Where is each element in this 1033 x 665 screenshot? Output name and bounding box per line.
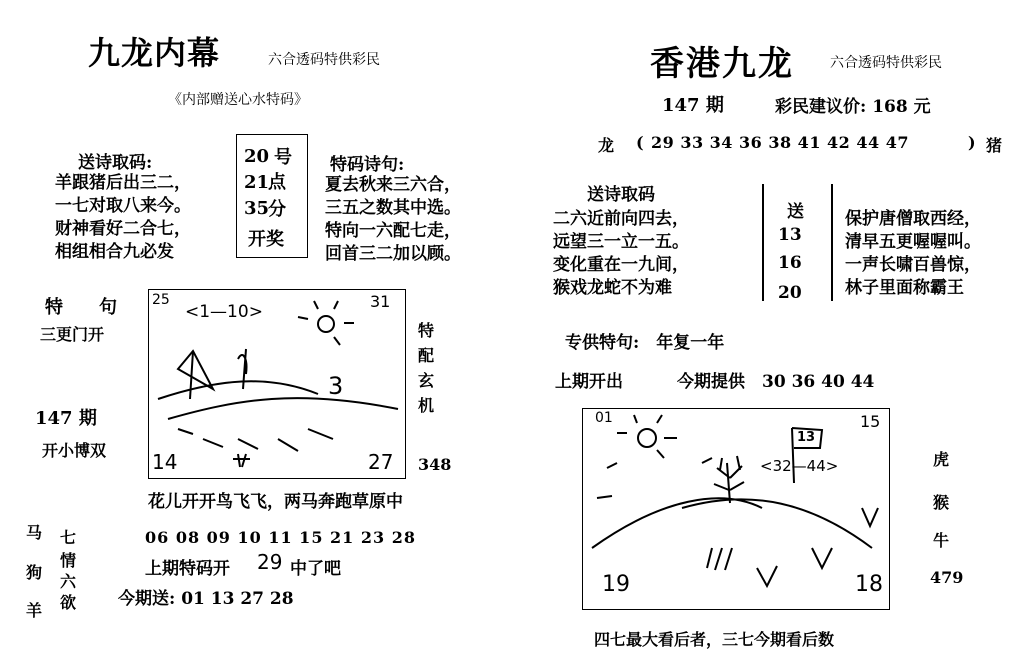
- right-box-num: 16: [778, 253, 802, 273]
- left-pic-corner-tl: 25: [152, 292, 170, 308]
- animal-label: 狗: [26, 563, 43, 582]
- left-pic-range: <1—10>: [185, 302, 263, 322]
- right-footer: 四七最大看后者，三七今期看后数: [594, 630, 835, 649]
- poem-line: 猴戏龙蛇不为难: [553, 278, 672, 298]
- left-pic-corner-br: 27: [368, 450, 394, 474]
- poem-line: 羊跟猪后出三二，: [55, 173, 191, 193]
- right-price: 彩民建议价: 168 元: [775, 97, 931, 117]
- qi-qing-char: 七: [60, 528, 77, 547]
- right-pic-corner-tl: 01: [595, 410, 613, 426]
- draw-time-label: 开奖: [248, 229, 284, 250]
- right-pic-range: <32—44>: [760, 457, 839, 475]
- side-vertical-char: 玄: [418, 371, 435, 390]
- right-side-num: 479: [930, 568, 964, 587]
- side-vertical-char: 机: [418, 396, 435, 415]
- left-note: 《内部赠送心水特码》: [168, 92, 308, 108]
- poem-line: 变化重在一九间，: [553, 255, 689, 275]
- dragon-close: ): [968, 133, 976, 152]
- last-period-prefix: 上期特码开: [145, 559, 230, 579]
- right-box-right-border: [831, 184, 833, 301]
- left-subtitle: 六合透码特供彩民: [268, 52, 380, 68]
- right-box-num: 13: [778, 225, 802, 245]
- right-pic-flag: 13: [797, 430, 816, 445]
- poem-line: 二六近前向四去，: [553, 209, 689, 229]
- side-animal: 牛: [933, 531, 950, 550]
- draw-time-num: 35: [244, 198, 270, 219]
- right-pic-corner-br: 18: [855, 572, 883, 597]
- left-title: 九龙内幕: [88, 34, 221, 72]
- last-open: 上期开出: [555, 372, 623, 392]
- right-poem: [845, 208, 981, 300]
- right-box-num: 20: [778, 283, 802, 303]
- last-period-suffix: 中了吧: [290, 559, 341, 579]
- poem-line: 财神看好二合七，: [55, 219, 191, 239]
- te-ju-text: 三更门开: [40, 325, 105, 344]
- side-vertical-char: 特: [418, 321, 435, 340]
- left-riddle: 花儿开开鸟飞飞，两马奔跑草原中: [148, 492, 403, 512]
- poem-line: 清早五更喔喔叫。: [845, 232, 981, 252]
- left-kai: 开小博双: [42, 441, 107, 460]
- qi-qing-char: 情: [60, 551, 77, 570]
- poem-line: 夏去秋来三六合，: [325, 175, 461, 195]
- poem-line: 远望三一立一五。: [553, 232, 689, 252]
- this-period: 今期送: 01 13 27 28: [118, 589, 294, 609]
- right-send-poem-heading: 送诗取码: [587, 185, 655, 205]
- draw-time-char: 分: [268, 199, 286, 220]
- dragon-open: (: [636, 133, 644, 152]
- poem-line: 相组相合九必发: [55, 242, 174, 262]
- animal-label: 马: [26, 523, 43, 542]
- right-send-poem: [553, 208, 689, 300]
- left-side-num: 348: [418, 455, 452, 474]
- left-pic-digit: 3: [328, 372, 344, 400]
- te-ju-label: 特 句: [45, 297, 117, 318]
- side-vertical-char: 配: [418, 346, 435, 365]
- special-sentence: 专供特句: 年复一年: [565, 333, 725, 353]
- pig-label: 猪: [986, 136, 1003, 155]
- right-pic-corner-bl: 19: [602, 572, 630, 597]
- right-box-left-border: [762, 184, 764, 301]
- left-tema-poem-heading: 特码诗句:: [330, 155, 405, 175]
- right-box-header: 送: [787, 202, 804, 222]
- qi-qing-char: 六: [60, 572, 77, 591]
- right-title: 香港九龙: [650, 44, 794, 84]
- poem-line: 回首三二加以顾。: [325, 244, 461, 264]
- draw-time-char: 号: [274, 147, 292, 168]
- this-provide: 今期提供 30 36 40 44: [677, 372, 875, 392]
- right-issue: 147 期: [662, 95, 724, 116]
- dragon-numbers: 29 33 34 36 38 41 42 44 47: [651, 133, 909, 152]
- left-send-poem-heading: 送诗取码:: [78, 153, 153, 173]
- left-send-poem: [55, 172, 191, 264]
- left-issue: 147 期: [35, 408, 97, 429]
- side-animal: 虎: [933, 450, 950, 469]
- poem-line: 林子里面称霸王: [845, 278, 964, 298]
- poem-line: 三五之数其中选。: [325, 198, 461, 218]
- animal-label: 羊: [26, 601, 43, 620]
- side-animal: 猴: [933, 493, 950, 512]
- left-numbers-row: 06 08 09 10 11 15 21 23 28: [145, 528, 416, 547]
- right-pic-corner-tr: 15: [860, 412, 881, 431]
- poem-line: 保护唐僧取西经，: [845, 209, 981, 229]
- draw-time-num: 20: [244, 146, 270, 167]
- left-pic-corner-tr: 31: [370, 292, 391, 311]
- poem-line: 一声长啸百兽惊，: [845, 255, 981, 275]
- left-pic-corner-bl: 14: [152, 450, 178, 474]
- last-period-num: 29: [257, 550, 283, 574]
- poem-line: 特向一六配七走，: [325, 221, 461, 241]
- qi-qing-char: 欲: [60, 593, 77, 612]
- right-subtitle: 六合透码特供彩民: [830, 55, 942, 71]
- left-tema-poem: [325, 174, 461, 266]
- dragon-label: 龙: [598, 136, 615, 155]
- draw-time-char: 点: [268, 172, 286, 193]
- draw-time-num: 21: [244, 172, 270, 193]
- poem-line: 一七对取八来今。: [55, 196, 191, 216]
